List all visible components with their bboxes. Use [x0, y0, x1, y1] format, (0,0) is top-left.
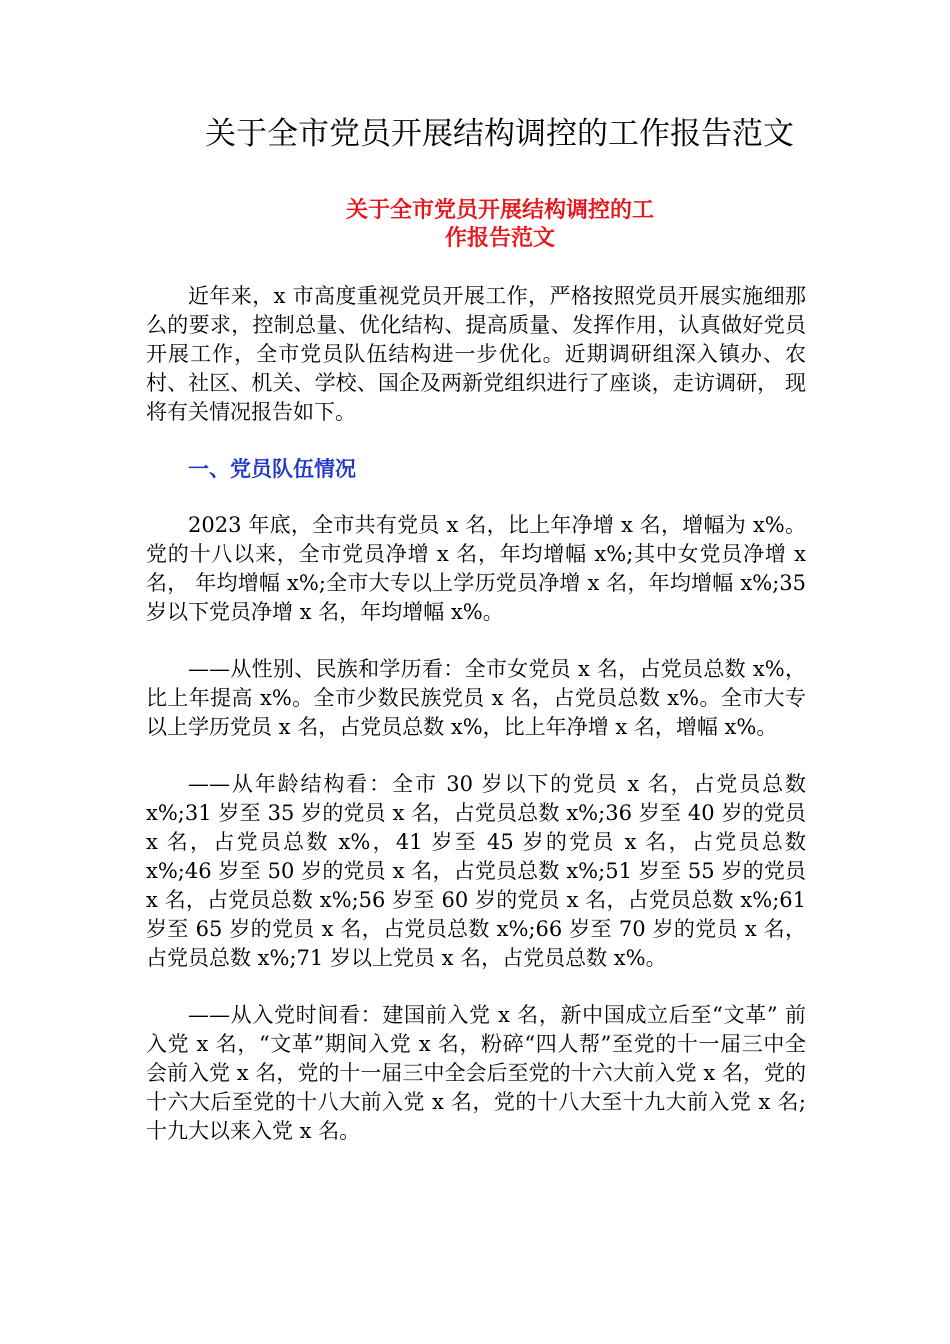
- paragraph-age-structure: ——从年龄结构看：全市 30 岁以下的党员 x 名，占党员总数 x%;31 岁至 35 岁的党员 x 名，占党员总数 x%;36 岁至 40 岁的党员 x 名，占党员总数 x%，41 岁至 45 岁的党员 x 名，占党员总数 x%;46 岁至 50 岁的党员 x 名，占党员总数 x%;51 岁至 55 岁的党员 x 名，占党员总数 x%;56 岁至 60 岁的党员 x 名，占党员总数 x%;61 岁至 65 岁的党员 x 名，占党员总数 x%;66 岁至 70 岁的党员 x 名，占党员总数 x%;71 岁以上党员 x 名，占党员总数 x%。: [146, 772, 806, 970]
- document-subtitle: [300, 197, 700, 253]
- paragraph-joining-time: ——从入党时间看：建国前入党 x 名，新中国成立后至“文革” 前入党 x 名，“文革”期间入党 x 名，粉碎“四人帮”至党的十一届三中全会前入党 x 名，党的十一届三中全会后至党的十六大前入党 x 名，党的十六大后至党的十八大前入党 x 名，党的十八大至十九大前入党 x 名;十九大以来入党 x 名。: [146, 1003, 806, 1143]
- subtitle-line-2: 作报告范文: [444, 226, 555, 251]
- paragraph-gender-ethnicity-education: ——从性别、民族和学历看：全市女党员 x 名，占党员总数 x%， 比上年提高 x%。全市少数民族党员 x 名，占党员总数 x%。全市大专以上学历党员 x 名，占党员总数 x%，比上年净增 x 名，增幅 x%。: [146, 657, 806, 739]
- intro-paragraph: 近年来，x 市高度重视党员开展工作，严格按照党员开展实施细那么的要求，控制总量、优化结构、提高质量、发挥作用，认真做好党员开展工作，全市党员队伍结构进一步优化。近期调研组深入镇办、农村、社区、机关、学校、国企及两新党组织进行了座谈，走访调研， 现将有关情况报告如下。: [146, 284, 806, 424]
- subtitle-line-1: 关于全市党员开展结构调控的工: [345, 198, 654, 223]
- paragraph-total-members: 2023 年底，全市共有党员 x 名，比上年净增 x 名，增幅为 x%。党的十八以来，全市党员净增 x 名，年均增幅 x%;其中女党员净增 x 名， 年均增幅 x%;全市大专以上学历党员净增 x 名，年均增幅 x%;35 岁以下党员净增 x 名，年均增幅 x%。: [146, 513, 806, 624]
- section-heading: 一、党员队伍情况: [188, 457, 356, 481]
- document-body: [146, 282, 806, 1174]
- document-title: 关于全市党员开展结构调控的工作报告范文: [205, 116, 794, 152]
